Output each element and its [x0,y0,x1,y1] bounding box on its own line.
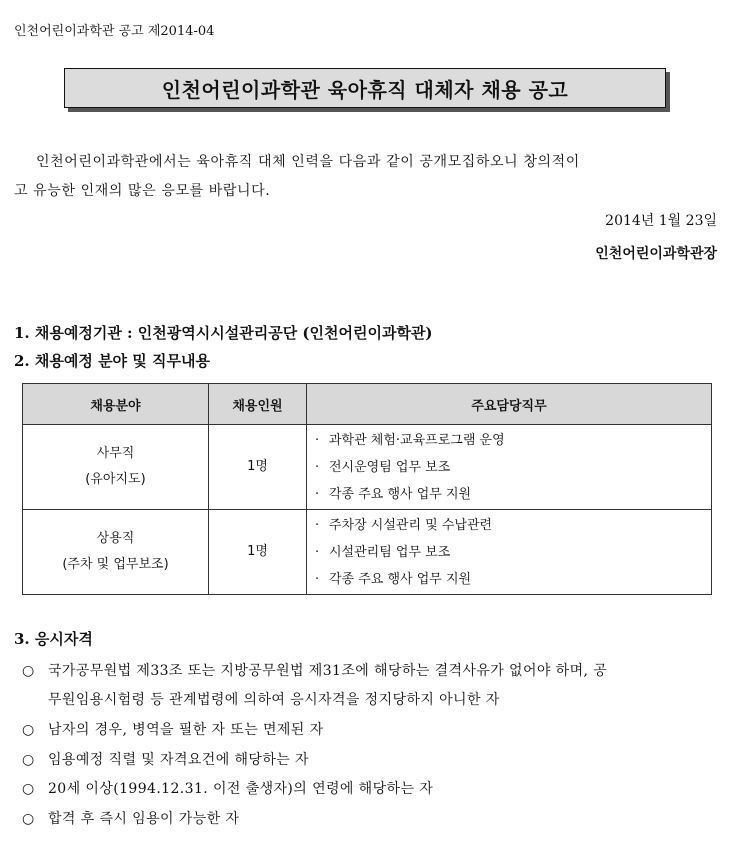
duty-item: · 과학관 체험·교육프로그램 운영 [315,432,505,448]
intro-paragraph [14,148,716,206]
duty-item: · 전시운영팀 업무 보조 [315,459,451,475]
notice-number: 인천어린이과학관 공고 제2014-04 [14,24,215,39]
section-2-heading: 2. 채용예정 분야 및 직무내용 [14,352,210,370]
count-cell: 1명 [209,510,307,595]
duty-item: · 각종 주요 행사 업무 지원 [315,486,472,502]
column-header: 채용인원 [209,384,307,425]
intro-line-2: 고 유능한 인재의 많은 응모를 바랍니다. [14,183,271,199]
qualification-item: ○ 합격 후 즉시 임용이 가능한 자 [22,811,240,827]
field-cell [23,510,209,595]
column-header: 주요담당직무 [307,384,712,425]
section-3-heading: 3. 응시자격 [14,630,93,648]
duty-item: · 각종 주요 행사 업무 지원 [315,571,472,587]
table-row [23,425,712,510]
duty-item: · 주차장 시설관리 및 수납관련 [315,517,493,533]
qualification-item: ○ 20세 이상(1994.12.31. 이전 출생자)의 연령에 해당하는 자 [22,781,434,797]
job-table [22,383,712,595]
duties-cell [307,510,712,595]
title-box [64,68,666,108]
field-sub: (유아지도) [85,472,146,487]
column-header: 채용분야 [23,384,209,425]
field-cell [23,425,209,510]
qualification-item: ○ 임용예정 직렬 및 자격요건에 해당하는 자 [22,752,309,768]
qualification-item: ○ 국가공무원법 제33조 또는 지방공무원법 제31조에 해당하는 결격사유가 없어야 하며, 공 [22,663,608,679]
page-title: 인천어린이과학관 육아휴직 대체자 채용 공고 [161,77,569,102]
table-row [23,510,712,595]
intro-line-1: 인천어린이과학관에서는 육아휴직 대체 인력을 다음과 같이 공개모집하오니 창의적이 [36,154,580,170]
issuer-name: 인천어린이과학관장 [595,246,717,262]
section-1-heading: 1. 채용예정기관 : 인천광역시시설관리공단 (인천어린이과학관) [14,324,433,342]
duties-cell [307,425,712,510]
field-sub: (주차 및 업무보조) [62,557,169,572]
count-cell: 1명 [209,425,307,510]
notice-date: 2014년 1월 23일 [605,213,717,229]
field-name: 사무직 [96,446,135,461]
duty-item: · 시설관리팀 업무 보조 [315,544,451,560]
table-header-row [23,384,712,425]
qualification-item-continued: 무원임용시험령 등 관계법령에 의하여 응시자격을 정지당하지 아니한 자 [48,692,500,708]
qualification-item: ○ 남자의 경우, 병역을 필한 자 또는 면제된 자 [22,722,324,738]
field-name: 상용직 [96,531,135,546]
